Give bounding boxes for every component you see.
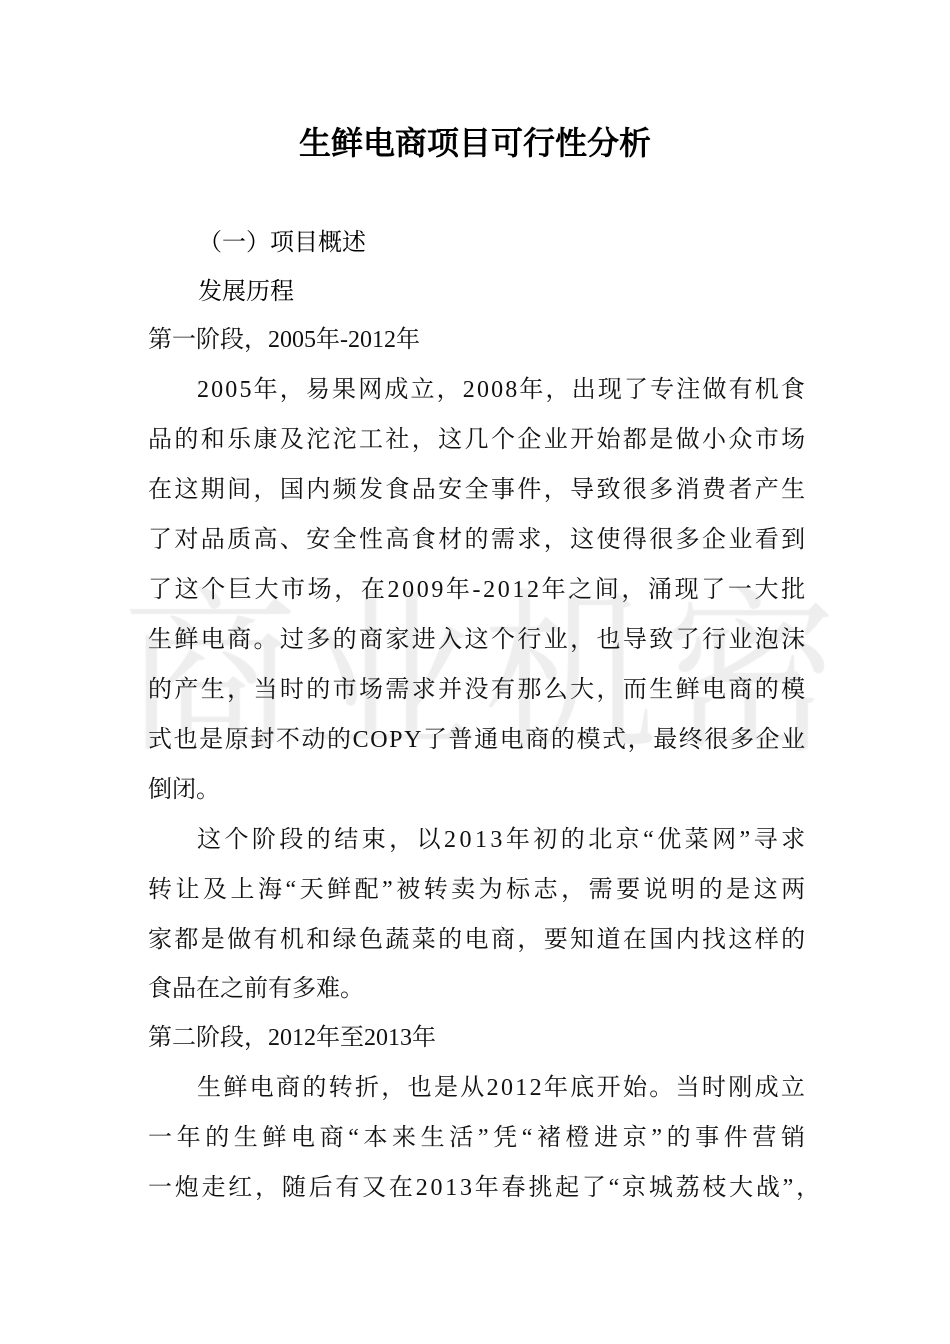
section-heading: （一）项目概述: [198, 228, 366, 256]
stage-heading: 第一阶段，2005年-2012年: [148, 327, 420, 353]
paragraph-line: 了对品质高、安全性高食材的需求，这使得很多企业看到: [148, 527, 808, 553]
paragraph-line: 食品在之前有多难。: [148, 976, 364, 1002]
paragraph-line: 式也是原封不动的COPY了普通电商的模式，最终很多企业: [148, 727, 807, 753]
paragraph-line: 生鲜电商。过多的商家进入这个行业，也导致了行业泡沫: [148, 627, 808, 653]
paragraph-line: 品的和乐康及沱沱工社，这几个企业开始都是做小众市场: [148, 427, 808, 453]
paragraph-line: 一年的生鲜电商“本来生活”凭“褚橙进京”的事件营销: [148, 1125, 810, 1151]
paragraph-line: 一炮走红，随后有又在2013年春挑起了“京城荔枝大战”，: [148, 1175, 823, 1201]
paragraph-line: 生鲜电商的转折，也是从2012年底开始。当时刚成立: [197, 1075, 808, 1101]
paragraph-line: 倒闭。: [148, 777, 220, 803]
stage-heading: 第二阶段，2012年至2013年: [148, 1025, 436, 1051]
sub-heading: 发展历程: [198, 277, 294, 305]
paragraph-line: 这个阶段的结束，以2013年初的北京“优菜网”寻求: [197, 827, 809, 853]
paragraph-line: 了这个巨大市场，在2009年-2012年之间，涌现了一大批: [148, 577, 808, 603]
paragraph-line: 在这期间，国内频发食品安全事件，导致很多消费者产生: [148, 477, 808, 503]
document-title: 生鲜电商项目可行性分析: [298, 124, 651, 162]
paragraph-line: 2005年，易果网成立，2008年，出现了专注做有机食: [197, 377, 808, 403]
paragraph-line: 家都是做有机和绿色蔬菜的电商，要知道在国内找这样的: [148, 927, 808, 953]
paragraph-line: 转让及上海“天鲜配”被转卖为标志，需要说明的是这两: [148, 877, 809, 903]
paragraph-line: 的产生，当时的市场需求并没有那么大，而生鲜电商的模: [148, 677, 808, 703]
